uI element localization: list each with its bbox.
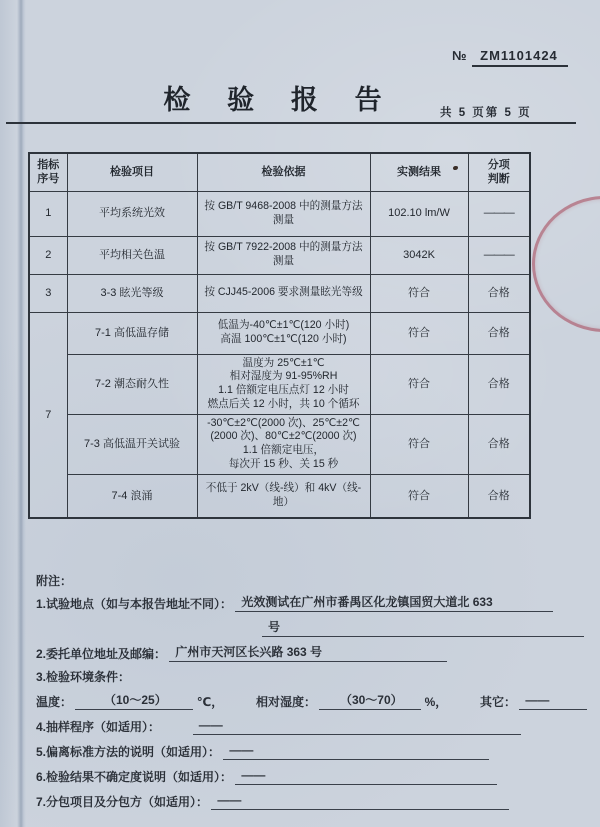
note-label: 7.分包项目及分包方（如适用）：	[36, 795, 209, 809]
cell-result: 符合	[370, 312, 468, 354]
page-fold-shadow	[17, 0, 26, 827]
scan-edge-shade	[0, 0, 17, 827]
note-value: ——	[193, 718, 521, 735]
cell-result: 3042K	[370, 236, 468, 274]
cell-judgment: 合格	[468, 354, 530, 414]
cell-basis: 低温为-40℃±1℃(120 小时) 高温 100℃±1℃(120 小时)	[197, 312, 370, 354]
temp-unit: ℃，	[196, 695, 224, 709]
cell-basis: -30℃±2℃(2000 次)、25℃±2℃ (2000 次)、80℃±2℃(2000 次) 1.1 倍额定电压， 每次开 15 秒、关 15 秒	[197, 414, 370, 474]
note-uncertainty	[36, 768, 576, 785]
cell-seq: 2	[29, 236, 67, 274]
cell-seq-merged: 7	[29, 312, 67, 518]
rh-value: （30～70）	[319, 693, 421, 710]
cell-item: 7-1 高低温存储	[67, 312, 197, 354]
note-value: ——	[211, 793, 509, 810]
note-label: 4.抽样程序（如适用）：	[36, 720, 161, 734]
cell-judgment: ———	[468, 236, 530, 274]
temp-value: （10～25）	[75, 693, 193, 710]
note-sampling	[36, 718, 576, 735]
note-label: 5.偏离标准方法的说明（如适用）：	[36, 745, 221, 759]
note-deviation	[36, 743, 576, 760]
page-title: 检 验 报 告	[163, 85, 397, 115]
cell-result: 符合	[370, 274, 468, 312]
page-count: 共 5 页第 5 页	[440, 107, 532, 119]
col-header-item: 检验项目	[67, 153, 197, 191]
cell-result: 符合	[370, 474, 468, 518]
note-value: 光效测试在广州市番禺区化龙镇国贸大道北 633	[235, 595, 553, 612]
table-row	[29, 414, 530, 474]
cell-judgment: 合格	[468, 414, 530, 474]
note-value: ——	[223, 743, 489, 760]
note-value: 广州市天河区长兴路 363 号	[169, 645, 447, 662]
report-number-label: №	[452, 48, 468, 63]
rh-label: 相对湿度：	[255, 695, 316, 709]
note-test-location	[36, 595, 576, 612]
cell-seq: 3	[29, 274, 67, 312]
cell-item: 平均相关色温	[67, 236, 197, 274]
cell-basis: 按 GB/T 9468-2008 中的测量方法 测量	[197, 191, 370, 236]
note-test-location-wrap	[262, 620, 576, 637]
note-env-values	[36, 693, 576, 710]
other-value: ——	[519, 693, 587, 710]
cell-result: 符合	[370, 354, 468, 414]
cell-item: 平均系统光效	[67, 191, 197, 236]
cell-result: 102.10 lm/W	[370, 191, 468, 236]
rh-unit: %，	[424, 695, 448, 709]
table-row	[29, 354, 530, 414]
red-stamp-arc	[532, 196, 600, 332]
cell-basis: 按 CJJ45-2006 要求测量眩光等级	[197, 274, 370, 312]
footnotes-section	[36, 574, 576, 818]
note-client-address	[36, 645, 576, 662]
cell-item: 7-3 高低温开关试验	[67, 414, 197, 474]
cell-judgment: 合格	[468, 312, 530, 354]
col-header-basis: 检验依据	[197, 153, 370, 191]
cell-item: 7-2 潮态耐久性	[67, 354, 197, 414]
cell-seq: 1	[29, 191, 67, 236]
note-value: ——	[235, 768, 497, 785]
cell-basis: 不低于 2kV（线-线）和 4kV（线- 地）	[197, 474, 370, 518]
other-label: 其它：	[480, 695, 517, 709]
col-header-result: 实测结果	[370, 153, 468, 191]
report-number-value: ZM1101424	[472, 48, 568, 67]
table-row	[29, 474, 530, 518]
table-header-row	[29, 153, 530, 191]
note-value: 号	[262, 620, 584, 637]
table-row	[29, 236, 530, 274]
report-number	[452, 48, 568, 67]
cell-judgment: 合格	[468, 474, 530, 518]
col-header-seq: 指标 序号	[29, 153, 67, 191]
note-label: 3.检验环境条件：	[36, 670, 131, 684]
cell-basis: 温度为 25℃±1℃ 相对湿度为 91-95%RH 1.1 倍额定电压点灯 12 小时 燃点后关 12 小时，共 10 个循环	[197, 354, 370, 414]
footnotes-heading: 附注：	[36, 574, 73, 588]
cell-item: 3-3 眩光等级	[67, 274, 197, 312]
table-row	[29, 191, 530, 236]
note-label: 2.委托单位地址及邮编：	[36, 647, 167, 661]
col-header-judgment: 分项 判断	[468, 153, 530, 191]
table-row	[29, 274, 530, 312]
note-env-conditions	[36, 670, 576, 685]
cell-result: 符合	[370, 414, 468, 474]
cell-judgment: 合格	[468, 274, 530, 312]
cell-judgment: ———	[468, 191, 530, 236]
note-label: 6.检验结果不确定度说明（如适用）：	[36, 770, 233, 784]
results-table	[28, 152, 531, 519]
table-row	[29, 312, 530, 354]
header-divider	[6, 122, 576, 124]
cell-item: 7-4 浪涌	[67, 474, 197, 518]
cell-basis: 按 GB/T 7922-2008 中的测量方法 测量	[197, 236, 370, 274]
note-label: 1.试验地点（如与本报告地址不同）：	[36, 597, 233, 611]
temp-label: 温度：	[36, 695, 73, 709]
note-subcontract	[36, 793, 576, 810]
